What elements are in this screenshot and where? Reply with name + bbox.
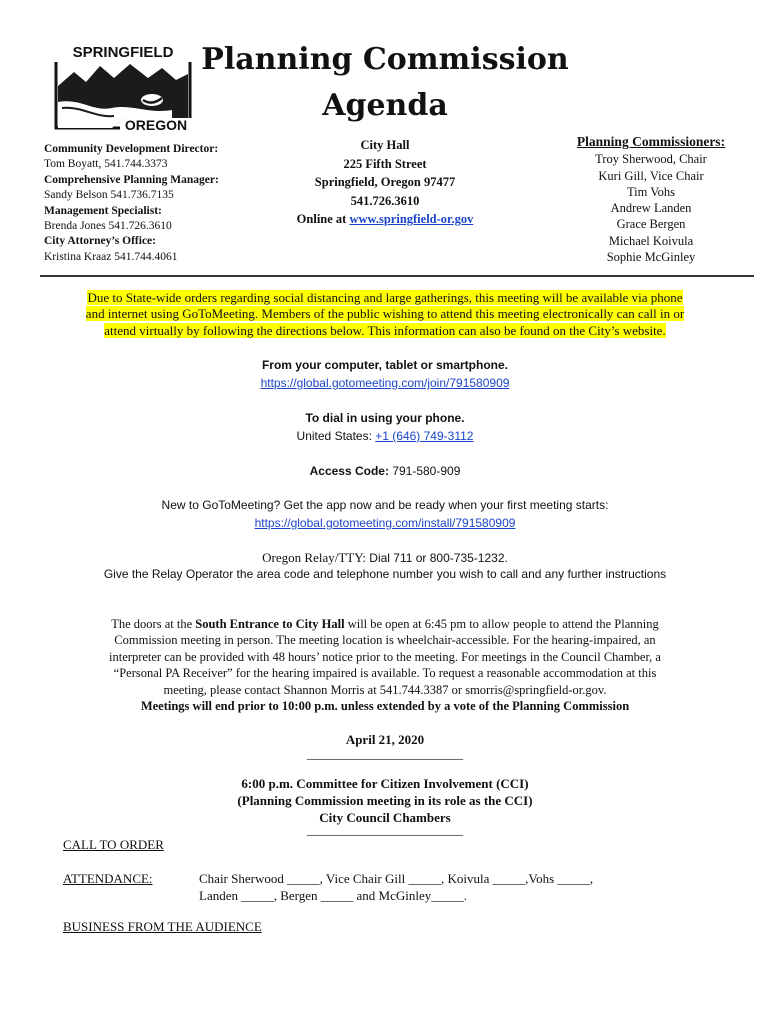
covid-notice <box>52 290 718 339</box>
meeting-time: 6:00 p.m. Committee for Citizen Involvement (CCI) <box>241 776 529 791</box>
date-divider: ________________________ <box>307 746 463 761</box>
staff-detail: Kristina Kraaz 541.744.4061 <box>44 250 178 263</box>
commissioner-name: Michael Koivula <box>608 233 694 248</box>
access-code <box>40 464 730 478</box>
staff-role: Management Specialist: <box>44 204 162 217</box>
phone-heading: To dial in using your phone. <box>305 411 465 425</box>
access-code-label: Access Code: <box>309 464 389 478</box>
springfield-oregon-logo <box>52 42 194 132</box>
website-link[interactable]: www.springfield-or.gov <box>349 212 474 227</box>
relay-prefix: Oregon Relay/TTY: <box>262 550 370 565</box>
access-code-value: 791-580-909 <box>388 464 461 478</box>
meeting-location: City Council Chambers <box>319 810 451 825</box>
location-divider: ________________________ <box>307 822 463 837</box>
us-dial-in <box>40 429 730 443</box>
venue-phone: 541.726.3610 <box>350 193 420 208</box>
venue-city: Springfield, Oregon 97477 <box>314 175 456 190</box>
commissioner-name: Kuri Gill, Vice Chair <box>598 168 704 183</box>
page-subtitle: Agenda <box>322 88 448 123</box>
staff-role: Community Development Director: <box>44 143 219 155</box>
venue-street: 225 Fifth Street <box>343 156 427 171</box>
header-divider <box>40 275 754 277</box>
us-label: United States: <box>296 429 376 443</box>
notice-line: and internet using GoToMeeting. Members of the public wishing to attend this meeting electronically can call in or <box>85 306 685 322</box>
relay-line <box>40 550 730 566</box>
doors-entrance: South Entrance to City Hall <box>195 617 345 631</box>
commissioner-name: Tim Vohs <box>626 184 676 199</box>
notice-line: attend virtually by following the directions below. This information can also be found on the City’s website. <box>104 322 666 338</box>
notice-line: Due to State-wide orders regarding social distancing and large gatherings, this meeting will be available via phone <box>87 290 683 305</box>
staff-contacts <box>44 142 274 265</box>
commissioners-heading: Planning Commissioners: <box>576 134 726 149</box>
relay-instructions: Give the Relay Operator the area code and telephone number you wish to call and any further instructions <box>103 567 667 581</box>
staff-role: Comprehensive Planning Manager: <box>44 173 219 186</box>
logo-top-text: SPRINGFIELD <box>72 44 174 61</box>
doors-text: will be open at 6:45 pm to allow people to attend the Planning <box>344 617 659 631</box>
commissioner-name: Grace Bergen <box>616 217 686 232</box>
join-meeting-link[interactable]: https://global.gotomeeting.com/join/791580909 <box>260 376 510 390</box>
attendance-line: Landen _____, Bergen _____ and McGinley_____. <box>199 888 468 903</box>
meeting-role: (Planning Commission meeting in its role as the CCI) <box>237 793 533 808</box>
attendance-label: ATTENDANCE: <box>63 871 153 886</box>
call-to-order: CALL TO ORDER <box>63 837 164 852</box>
install-app-link[interactable]: https://global.gotomeeting.com/install/791580909 <box>254 516 516 530</box>
doors-text: “Personal PA Receiver” for the hearing impaired is available. To request a reasonable accommodation at this <box>113 666 657 681</box>
new-to-gotomeeting: New to GoToMeeting? Get the app now and be ready when your first meeting starts: <box>161 498 609 512</box>
commissioner-name: Troy Sherwood, Chair <box>595 152 707 167</box>
venue-online-prefix: Online at <box>296 212 350 227</box>
attendance-line: Chair Sherwood _____, Vice Chair Gill _____, Koivula _____,Vohs _____, <box>199 871 594 886</box>
business-from-audience: BUSINESS FROM THE AUDIENCE <box>63 919 262 934</box>
doors-text: Commission meeting in person. The meeting location is wheelchair-accessible. For the hearing-impaired, an <box>114 633 656 648</box>
staff-detail: Sandy Belson 541.736.7135 <box>44 189 174 202</box>
phone-number-link[interactable]: +1 (646) 749-3112 <box>375 429 474 443</box>
staff-role: City Attorney’s Office: <box>44 235 156 248</box>
commissioners-list <box>566 134 736 265</box>
commissioner-name: Sophie McGinley <box>606 250 696 265</box>
doors-text: meeting, please contact Shannon Morris at 541.744.3387 or smorris@springfield-or.gov. <box>163 682 607 697</box>
page-title: Planning Commission <box>201 42 569 77</box>
in-person-paragraph <box>62 616 708 714</box>
meeting-date: April 21, 2020 <box>345 732 425 747</box>
venue-online <box>270 210 500 229</box>
staff-detail: Tom Boyatt, 541.744.3373 <box>44 158 168 171</box>
commissioner-name: Andrew Landen <box>610 201 692 216</box>
logo-bottom-text: OREGON <box>124 117 188 132</box>
staff-detail: Brenda Jones 541.726.3610 <box>44 220 172 233</box>
venue-info <box>270 136 500 229</box>
doors-text: The doors at the <box>111 617 196 631</box>
end-time-note: Meetings will end prior to 10:00 p.m. unless extended by a vote of the Planning Commission <box>140 699 630 714</box>
venue-name: City Hall <box>360 138 410 152</box>
computer-heading: From your computer, tablet or smartphone. <box>261 358 509 372</box>
relay-text: Dial 711 or 800-735-1232. <box>369 551 508 565</box>
doors-text: interpreter can be provided with 48 hours’ notice prior to the meeting. For meetings in the Council Chamber, a <box>109 649 661 664</box>
